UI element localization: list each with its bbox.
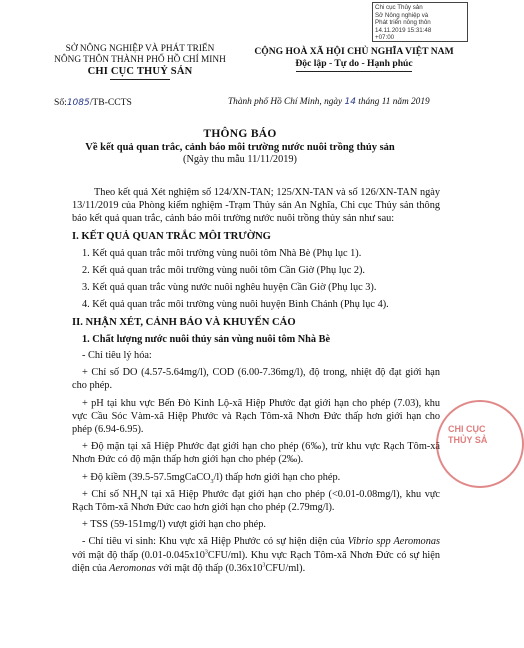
do-cod-line: + Chỉ số DO (4.57-5.64mg/l), COD (6.00-7.36mg/l), độ trong, nhiệt độ đạt giới hạn cho phép.	[72, 367, 440, 392]
notice-subject: Về kết quả quan trắc, cảnh báo môi trường nước nuôi trồng thủy sản	[85, 142, 395, 153]
signature-line: Chi cục Thủy sản	[375, 4, 423, 11]
salinity-line: + Độ mặn tại xã Hiệp Phước đạt giới hạn cho phép (6‰), trừ khu vực Rạch Tôm-xã Nhơn Đức có độ mặn thấp hơn giới hạn cho phép (2‰).	[72, 441, 440, 466]
section-2-heading: II. NHẬN XÉT, CẢNH BÁO VÀ KHUYẾN CÁO	[72, 316, 296, 328]
section-1-heading: I. KẾT QUẢ QUAN TRẮC MÔI TRƯỜNG	[72, 230, 271, 242]
micro-text: - Chỉ tiêu vi sinh: Khu vực xã Hiệp Phước có sự hiện diện của	[82, 536, 348, 548]
section-1-item: 2. Kết quả quan trắc môi trường vùng nuôi tôm Cần Giờ (Phụ lục 2).	[82, 265, 366, 277]
micro-text: CFU/ml).	[265, 562, 306, 574]
ammonia-text-end: N tại xã Hiệp Phước đạt giới hạn cho phép (<0.01-0.08mg/l), khu vực Rạch Tôm-xã Nhơn Đức cao hơn giới hạn cho phép (2.79mg/l).	[72, 488, 440, 514]
signature-line: 14.11.2019 15:31:48	[375, 26, 432, 34]
ph-line: + pH tại khu vực Bến Đò Kinh Lộ-xã Hiệp Phước đạt giới hạn cho phép (7.03), khu vực Cầu Sóc Vàm-xã Hiệp Phước và Rạch Tôm-xã Nhơn Đức thấp hơn giới hạn cho phép (6.94-6.95).	[72, 397, 440, 436]
tss-line: + TSS (59-151mg/l) vượt giới hạn cho phép.	[82, 519, 266, 531]
country-name: CỘNG HOÀ XÃ HỘI CHỦ NGHĨA VIỆT NAM	[254, 46, 454, 57]
micro-text: với mật độ thấp (0.01-0.045x10	[72, 549, 205, 561]
signature-line: +07:00	[375, 34, 395, 42]
section-2-subheading: 1. Chất lượng nước nuôi thủy sản vùng nuôi tôm Nhà Bè	[82, 333, 331, 345]
intro-paragraph: Theo kết quả Xét nghiệm số 124/XN-TAN; 125/XN-TAN và số 126/XN-TAN ngày 13/11/2019 của Phòng kiểm nghiệm -Trạm Thủy sản An Nghĩa, Chi cục Thủy sản thông báo kết quả quan trắc, cảnh báo môi trường nước nuôi trồng thủy sản như sau:	[72, 187, 440, 225]
national-header	[244, 46, 464, 72]
notice-title-block	[40, 128, 440, 165]
date-day-handwritten: 14	[344, 97, 356, 107]
ammonia-line	[72, 488, 440, 514]
place-date	[228, 97, 430, 107]
header-underline	[110, 79, 170, 80]
agency-line-1: SỞ NÔNG NGHIỆP VÀ PHÁT TRIỂN	[65, 44, 215, 54]
stamp-circle	[436, 400, 524, 488]
alkalinity-text-end: /l) thấp hơn giới hạn cho phép.	[213, 471, 341, 483]
motto-underline	[296, 71, 412, 72]
docno-handwritten: 1085	[66, 98, 90, 108]
alkalinity-line	[72, 471, 440, 484]
micro-text: CFU/ml). Khu vực Rạch Tôm-xã Nhơn Đức có sự hiện diện của	[72, 549, 440, 574]
micro-species: Vibrio spp Aeromonas	[347, 536, 440, 548]
microbiology-line	[72, 535, 440, 575]
physchem-label: - Chỉ tiêu lý hóa:	[82, 350, 152, 362]
subscript: 3	[210, 478, 214, 485]
alkalinity-text: + Độ kiềm (39.5-57.5mgCaCO	[82, 471, 211, 483]
stamp-line: CHI CỤC	[448, 424, 486, 434]
subscript: 4	[137, 495, 141, 502]
agency-line-2: NÔNG THÔN THÀNH PHỐ HỒ CHÍ MINH	[54, 55, 226, 65]
date-rest: tháng 11 năm 2019	[358, 97, 430, 107]
docno-prefix: Số:	[54, 97, 67, 108]
notice-body	[72, 186, 440, 579]
notice-title: THÔNG BÁO	[203, 128, 277, 140]
signature-line: Sở Nông nghiệp và	[375, 11, 429, 19]
micro-text: với mật độ thấp (0.36x10	[155, 562, 263, 574]
place-text: Thành phố Hồ Chí Minh, ngày	[228, 97, 343, 107]
document-number	[54, 97, 132, 108]
docno-suffix: /TB-CCTS	[89, 97, 132, 108]
superscript: 3	[204, 549, 208, 556]
stamp-line: THỦY SẢ	[448, 435, 488, 445]
agency-name: CHI CỤC THUỶ SẢN	[87, 66, 193, 77]
section-1-item: 1. Kết quả quan trắc môi trường vùng nuôi tôm Nhà Bè (Phụ lục 1).	[82, 247, 362, 259]
sampling-date: (Ngày thu mẫu 11/11/2019)	[183, 154, 297, 165]
motto: Độc lập - Tự do - Hạnh phúc	[295, 58, 413, 69]
stamp-text	[448, 424, 487, 446]
signature-line: Phát triển nông thôn	[375, 19, 431, 27]
official-stamp	[432, 400, 488, 484]
issuing-agency-header	[40, 44, 240, 80]
section-1-item: 3. Kết quả quan trắc vùng nước nuôi nghêu huyện Cần Giờ (Phụ lục 3).	[82, 282, 377, 294]
digital-signature-box	[372, 2, 468, 42]
micro-species: Aeromonas	[109, 562, 156, 574]
superscript: 3	[262, 562, 266, 569]
ammonia-text: + Chỉ số NH	[82, 488, 138, 500]
section-1-item: 4. Kết quả quan trắc môi trường vùng nuôi huyện Bình Chánh (Phụ lục 4).	[82, 299, 389, 311]
